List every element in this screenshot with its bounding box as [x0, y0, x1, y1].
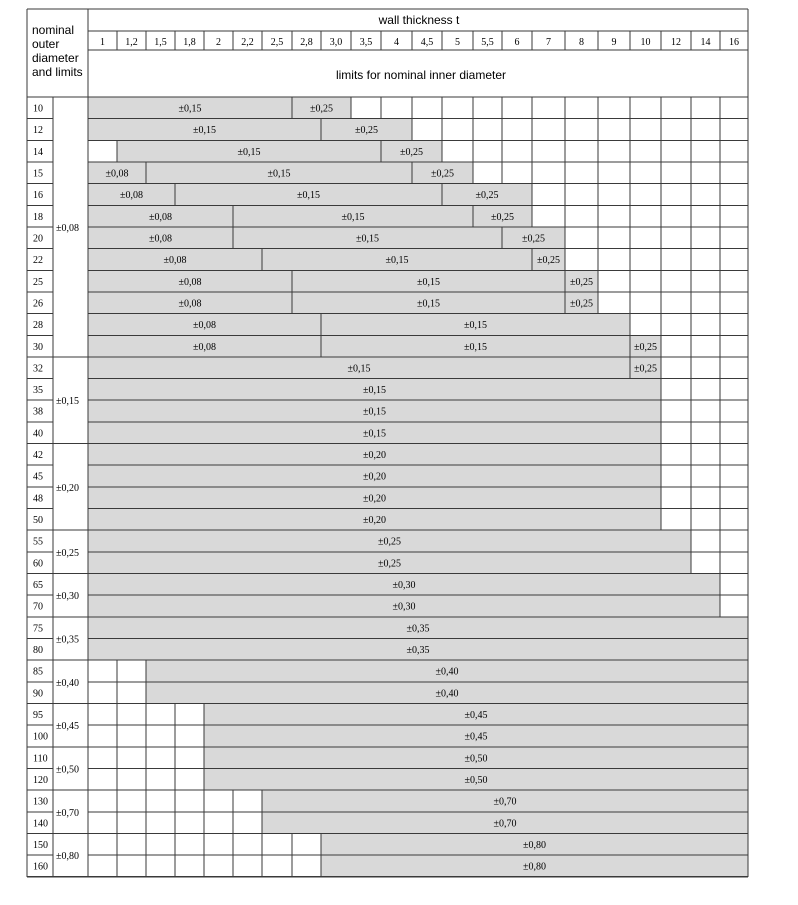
- outer-diameter-value: 95: [33, 709, 43, 721]
- outer-diameter-value: 30: [33, 341, 43, 353]
- tolerance-value: ±0,25: [378, 536, 401, 548]
- thickness-header: 5,5: [481, 37, 494, 48]
- tolerance-value: ±0,20: [363, 493, 386, 505]
- tolerance-value: ±0,30: [392, 580, 416, 592]
- outer-limit-value: ±0,45: [56, 721, 79, 733]
- outer-diameter-value: 130: [33, 796, 48, 808]
- outer-diameter-value: 80: [33, 645, 43, 656]
- outer-diameter-value: 60: [33, 558, 43, 570]
- tolerance-value: ±0,15: [385, 255, 409, 267]
- tolerance-value: ±0,25: [475, 190, 499, 202]
- tolerance-value: ±0,15: [347, 363, 371, 375]
- thickness-header: 3,5: [359, 37, 373, 48]
- outer-diameter-value: 26: [33, 298, 43, 310]
- tolerance-value: ±0,15: [363, 428, 386, 440]
- tolerance-value: ±0,70: [493, 796, 517, 808]
- thickness-header: 2,2: [241, 37, 254, 48]
- tolerance-value: ±0,80: [523, 861, 546, 873]
- tolerance-value: ±0,25: [570, 298, 593, 310]
- thickness-header: 4,5: [420, 37, 434, 48]
- outer-diameter-value: 45: [33, 471, 43, 483]
- outer-diameter-value: 70: [33, 601, 43, 613]
- nominal-label-line-1: nominal: [32, 23, 75, 37]
- outer-diameter-value: 12: [33, 125, 43, 137]
- tolerance-value: ±0,25: [522, 233, 545, 245]
- thickness-header: 2,5: [270, 37, 284, 48]
- outer-diameter-value: 15: [33, 168, 43, 180]
- tolerance-value: ±0,08: [120, 190, 143, 202]
- outer-diameter-value: 65: [33, 580, 43, 592]
- tolerance-value: ±0,45: [464, 709, 488, 721]
- tolerance-value: ±0,20: [363, 515, 386, 527]
- thickness-header: 2: [216, 37, 221, 48]
- thickness-header: 3,0: [329, 37, 343, 48]
- tolerance-value: ±0,25: [400, 146, 423, 158]
- outer-diameter-value: 85: [33, 666, 43, 678]
- outer-diameter-value: 16: [33, 190, 43, 202]
- outer-diameter-value: 22: [33, 255, 43, 267]
- tolerance-value: ±0,15: [297, 190, 320, 202]
- tolerance-value: ±0,08: [193, 341, 216, 353]
- tolerance-value: ±0,08: [105, 168, 129, 180]
- thickness-header: 4: [394, 37, 399, 48]
- outer-diameter-value: 140: [33, 818, 48, 830]
- thickness-header: 12: [671, 37, 681, 48]
- outer-limit-value: ±0,25: [56, 547, 79, 559]
- tolerance-value: ±0,08: [149, 233, 172, 245]
- outer-limit-value: ±0,35: [56, 634, 79, 646]
- thickness-header: 1,5: [154, 37, 167, 48]
- nominal-label-line-2: outer: [32, 37, 60, 51]
- outer-diameter-value: 42: [33, 450, 43, 462]
- outer-limit-value: ±0,50: [56, 764, 79, 776]
- outer-diameter-value: 160: [33, 861, 48, 873]
- wall-thickness-title: wall thickness t: [378, 13, 460, 27]
- tolerance-value: ±0,15: [237, 146, 261, 158]
- tolerance-value: ±0,08: [149, 211, 172, 223]
- tolerance-value: ±0,25: [378, 558, 401, 570]
- tolerance-value: ±0,25: [491, 211, 514, 223]
- thickness-header: 8: [579, 37, 584, 48]
- outer-diameter-value: 110: [33, 753, 48, 765]
- outer-diameter-value: 35: [33, 385, 43, 397]
- outer-diameter-value: 55: [33, 536, 43, 548]
- outer-limit-value: ±0,40: [56, 677, 79, 689]
- outer-limit-value: ±0,08: [56, 222, 79, 234]
- tolerance-value: ±0,25: [634, 363, 657, 375]
- outer-diameter-value: 50: [33, 515, 43, 527]
- tolerance-value: ±0,20: [363, 450, 386, 462]
- tolerance-value: ±0,15: [464, 320, 487, 332]
- outer-diameter-value: 38: [33, 406, 43, 418]
- tolerance-value: ±0,08: [178, 298, 202, 310]
- tolerance-value: ±0,35: [406, 645, 430, 656]
- tolerance-value: ±0,35: [406, 623, 430, 635]
- tolerance-value: ±0,50: [464, 753, 488, 765]
- outer-diameter-value: 75: [33, 623, 43, 635]
- outer-diameter-value: 18: [33, 211, 43, 223]
- tolerance-value: ±0,15: [417, 298, 440, 310]
- outer-diameter-value: 32: [33, 363, 43, 375]
- outer-limit-value: ±0,30: [56, 591, 79, 603]
- tolerance-value: ±0,15: [267, 168, 291, 180]
- outer-diameter-value: 14: [33, 146, 43, 158]
- thickness-header: 16: [729, 37, 739, 48]
- outer-diameter-value: 90: [33, 688, 43, 700]
- outer-diameter-value: 100: [33, 731, 48, 743]
- tolerance-value: ±0,30: [392, 601, 416, 613]
- thickness-header: 1,2: [125, 37, 138, 48]
- outer-limit-value: ±0,80: [56, 851, 79, 863]
- tolerance-value: ±0,15: [356, 233, 379, 245]
- tolerance-value: ±0,70: [493, 818, 517, 830]
- tolerance-value: ±0,15: [417, 276, 440, 288]
- thickness-header: 14: [700, 37, 711, 48]
- tolerance-value: ±0,08: [178, 276, 202, 288]
- tolerance-value: ±0,15: [363, 406, 386, 418]
- inner-limits-title: limits for nominal inner diameter: [335, 68, 507, 82]
- tolerance-value: ±0,15: [193, 125, 216, 137]
- thickness-header: 2,8: [300, 37, 313, 48]
- thickness-header: 6: [514, 37, 520, 48]
- thickness-header: 9: [611, 37, 617, 48]
- thickness-header: 10: [640, 37, 651, 48]
- tolerance-value: ±0,08: [163, 255, 187, 267]
- tolerance-value: ±0,25: [537, 255, 560, 267]
- tolerance-value: ±0,45: [464, 731, 488, 743]
- tolerance-value: ±0,25: [355, 125, 378, 137]
- tolerance-value: ±0,80: [523, 839, 546, 851]
- tolerance-value: ±0,15: [178, 103, 202, 115]
- tolerance-value: ±0,40: [435, 666, 459, 678]
- outer-limit-value: ±0,70: [56, 807, 79, 819]
- outer-diameter-value: 25: [33, 276, 43, 288]
- outer-diameter-value: 40: [33, 428, 43, 440]
- outer-diameter-value: 150: [33, 839, 48, 851]
- tolerance-value: ±0,25: [310, 103, 333, 115]
- tolerance-value: ±0,08: [193, 320, 216, 332]
- tolerance-value: ±0,15: [341, 211, 365, 223]
- outer-diameter-value: 20: [33, 233, 43, 245]
- tolerance-value: ±0,50: [464, 774, 488, 786]
- tolerance-value: ±0,15: [363, 385, 386, 397]
- outer-diameter-value: 120: [33, 774, 48, 786]
- outer-diameter-value: 10: [33, 103, 43, 115]
- outer-diameter-value: 28: [33, 320, 43, 332]
- tolerance-value: ±0,15: [464, 341, 487, 353]
- thickness-header: 1: [100, 37, 105, 48]
- thickness-header: 7: [546, 37, 551, 48]
- tolerance-value: ±0,40: [435, 688, 459, 700]
- outer-limit-value: ±0,15: [56, 396, 79, 408]
- outer-diameter-value: 48: [33, 493, 43, 505]
- nominal-label-line-4: and limits: [32, 65, 83, 79]
- outer-limit-value: ±0,20: [56, 482, 79, 494]
- tolerance-value: ±0,25: [570, 276, 593, 288]
- tolerance-value: ±0,25: [431, 168, 454, 180]
- tolerance-value: ±0,20: [363, 471, 386, 483]
- nominal-label-line-3: diameter: [32, 51, 79, 65]
- thickness-header: 1,8: [183, 37, 196, 48]
- tolerance-value: ±0,25: [634, 341, 657, 353]
- thickness-header: 5: [455, 37, 460, 48]
